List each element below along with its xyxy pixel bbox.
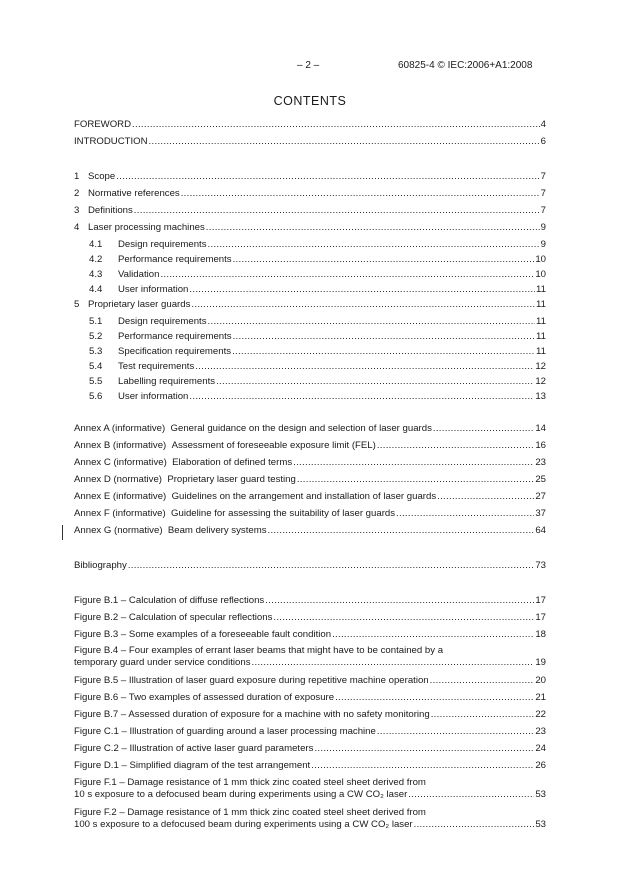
toc-entry-page: 18 (535, 629, 546, 640)
toc-entry-figure[interactable] (74, 777, 546, 801)
toc-entry-figure[interactable] (74, 743, 546, 755)
figure-caption: Figure B.6 – Two examples of assessed duration of exposure (74, 692, 335, 703)
toc-entry-page: 37 (535, 508, 546, 519)
toc-entry-annex[interactable] (74, 508, 546, 520)
clause-title: Laser processing machines (88, 222, 205, 233)
toc-entry-page: 14 (535, 423, 546, 434)
annex-label: Annex D (normative) (74, 474, 162, 485)
clause-title: User information (118, 391, 189, 402)
figure-caption-line1: Figure F.2 – Damage resistance of 1 mm thick zinc coated steel sheet derived from (74, 807, 426, 818)
toc-entry-page: 9 (540, 222, 546, 233)
toc-entry-subclause[interactable] (74, 254, 546, 266)
toc-entry-page: 11 (536, 316, 546, 327)
toc-entry-annex[interactable] (74, 491, 546, 503)
clause-number: 5.4 (89, 361, 103, 372)
figure-caption: Figure D.1 – Simplified diagram of the test arrangement (74, 760, 311, 771)
annex-title: Elaboration of defined terms (172, 457, 293, 468)
toc-entry-figure[interactable] (74, 595, 546, 607)
clause-number: 5.6 (89, 391, 103, 402)
figure-caption: 100 s exposure to a defocused beam during experiments using a CW CO₂ laser (74, 819, 413, 830)
figure-caption: Figure B.1 – Calculation of diffuse reflections (74, 595, 265, 606)
clause-title: Normative references (88, 188, 180, 199)
clause-number: 4.3 (89, 269, 103, 280)
clause-number: 1 (74, 171, 80, 182)
clause-title: Performance requirements (118, 254, 232, 265)
toc-entry-page: 12 (535, 361, 546, 372)
toc-entry-figure[interactable] (74, 675, 546, 687)
toc-entry-subclause[interactable] (74, 239, 546, 251)
toc-entry-page: 12 (535, 376, 546, 387)
toc-entry-page: 26 (535, 760, 546, 771)
toc-entry-page: 13 (535, 391, 546, 402)
toc-entry-annex[interactable] (74, 457, 546, 469)
toc-entry-subclause[interactable] (74, 376, 546, 388)
figure-caption: Figure B.2 – Calculation of specular reflections (74, 612, 273, 623)
figure-caption: Figure C.2 – Illustration of active laser guard parameters (74, 743, 314, 754)
clause-title: Test requirements (118, 361, 195, 372)
clause-number: 4.4 (89, 284, 103, 295)
toc-entry-page: 23 (535, 457, 546, 468)
toc-entry-page: 17 (535, 595, 546, 606)
toc-entry-page: 20 (535, 675, 546, 686)
toc-entry-page: 73 (535, 560, 546, 571)
annex-label: Annex A (informative) (74, 423, 166, 434)
toc-entry-page: 64 (535, 525, 546, 536)
figure-caption-line1: Figure F.1 – Damage resistance of 1 mm thick zinc coated steel sheet derived from (74, 777, 426, 788)
figure-caption: Figure B.5 – Illustration of laser guard exposure during repetitive machine operation (74, 675, 429, 686)
annex-title: Proprietary laser guard testing (167, 474, 296, 485)
toc-entry-page: 10 (535, 254, 546, 265)
toc-entry-text: FOREWORD (74, 119, 132, 130)
toc-entry-page: 19 (535, 657, 546, 668)
clause-number: 4.1 (89, 239, 103, 250)
toc-entry-page: 17 (535, 612, 546, 623)
toc-entry-clause[interactable] (74, 171, 546, 183)
toc-entry-figure[interactable] (74, 629, 546, 641)
clause-number: 5.3 (89, 346, 103, 357)
clause-title: Specification requirements (118, 346, 232, 357)
annex-label: Annex E (informative) (74, 491, 167, 502)
header-standard-reference: 60825-4 © IEC:2006+A1:2008 (398, 60, 533, 71)
toc-entry-page: 21 (535, 692, 546, 703)
toc-entry-page: 11 (536, 331, 546, 342)
clause-title: Definitions (88, 205, 133, 216)
clause-number: 2 (74, 188, 80, 199)
toc-entry-subclause[interactable] (74, 331, 546, 343)
toc-entry-annex[interactable] (74, 423, 546, 435)
toc-entry-annex[interactable] (74, 440, 546, 452)
header-page-number: – 2 – (297, 60, 320, 71)
toc-entry-page: 25 (535, 474, 546, 485)
clause-number: 5 (74, 299, 80, 310)
toc-entry-subclause[interactable] (74, 346, 546, 358)
clause-title: Scope (88, 171, 116, 182)
toc-entry-page: 11 (536, 299, 546, 310)
clause-number: 5.1 (89, 316, 103, 327)
annex-title: Guideline for assessing the suitability of laser guards (171, 508, 396, 519)
toc-entry-page: 11 (536, 284, 546, 295)
clause-number: 4 (74, 222, 80, 233)
toc-entry-subclause[interactable] (74, 391, 546, 403)
clause-number: 3 (74, 205, 80, 216)
figure-caption: temporary guard under service conditions (74, 657, 251, 668)
toc-entry-clause[interactable] (74, 205, 546, 217)
toc-entry-page: 16 (535, 440, 546, 451)
annex-label: Annex B (informative) (74, 440, 167, 451)
toc-entry-page: 10 (535, 269, 546, 280)
toc-entry-clause[interactable] (74, 188, 546, 200)
toc-entry-annex[interactable] (74, 525, 546, 537)
toc-entry-page: 7 (540, 188, 546, 199)
revision-change-bar (62, 525, 63, 540)
toc-entry-page: 4 (540, 119, 546, 130)
toc-entry-page: 24 (535, 743, 546, 754)
toc-entry-page: 53 (535, 789, 546, 800)
toc-entry-page: 7 (540, 171, 546, 182)
clause-title: User information (118, 284, 189, 295)
figure-caption-line1: Figure B.4 – Four examples of errant laser beams that might have to be contained by a (74, 645, 444, 656)
toc-entry-page: 11 (536, 346, 546, 357)
toc-entry-text: Bibliography (74, 560, 127, 571)
toc-entry-figure[interactable] (74, 807, 546, 831)
toc-entry-foreword[interactable] (74, 119, 546, 131)
figure-caption: Figure B.3 – Some examples of a foreseeable fault condition (74, 629, 332, 640)
toc-entry-figure[interactable] (74, 692, 546, 704)
toc-entry-clause[interactable] (74, 222, 546, 234)
annex-label: Annex F (informative) (74, 508, 166, 519)
toc-entry-figure[interactable] (74, 760, 546, 772)
clause-number: 4.2 (89, 254, 103, 265)
toc-entry-page: 6 (540, 136, 546, 147)
clause-title: Performance requirements (118, 331, 232, 342)
figure-caption: Figure B.7 – Assessed duration of exposure for a machine with no safety monitoring (74, 709, 430, 720)
toc-entry-figure[interactable] (74, 726, 546, 738)
toc-entry-subclause[interactable] (74, 316, 546, 328)
toc-entry-introduction[interactable] (74, 136, 546, 148)
toc-entry-page: 9 (540, 239, 546, 250)
clause-title: Validation (118, 269, 160, 280)
figure-caption: Figure C.1 – Illustration of guarding around a laser processing machine (74, 726, 376, 737)
toc-entry-subclause[interactable] (74, 269, 546, 281)
clause-number: 5.5 (89, 376, 103, 387)
annex-title: General guidance on the design and selection of laser guards (170, 423, 432, 434)
clause-number: 5.2 (89, 331, 103, 342)
toc-entry-page: 53 (535, 819, 546, 830)
page-title: CONTENTS (273, 94, 347, 108)
clause-title: Labelling requirements (118, 376, 216, 387)
toc-entry-annex[interactable] (74, 474, 546, 486)
toc-entry-page: 23 (535, 726, 546, 737)
toc-entry-figure[interactable] (74, 709, 546, 721)
clause-title: Design requirements (118, 239, 207, 250)
clause-title: Design requirements (118, 316, 207, 327)
toc-entry-clause[interactable] (74, 299, 546, 311)
toc-entry-text: INTRODUCTION (74, 136, 148, 147)
toc-entry-page: 7 (540, 205, 546, 216)
toc-entry-figure[interactable] (74, 612, 546, 624)
annex-label: Annex C (informative) (74, 457, 167, 468)
toc-entry-subclause[interactable] (74, 361, 546, 373)
clause-title: Proprietary laser guards (88, 299, 191, 310)
annex-title: Guidelines on the arrangement and installation of laser guards (171, 491, 437, 502)
toc-entry-page: 27 (535, 491, 546, 502)
toc-entry-page: 22 (535, 709, 546, 720)
annex-title: Beam delivery systems (167, 525, 267, 536)
toc-entry-figure[interactable] (74, 645, 546, 669)
figure-caption: 10 s exposure to a defocused beam during experiments using a CW CO₂ laser (74, 789, 408, 800)
toc-entry-subclause[interactable] (74, 284, 546, 296)
annex-title: Assessment of foreseeable exposure limit (FEL) (171, 440, 376, 451)
toc-entry-bibliography[interactable] (74, 560, 546, 572)
annex-label: Annex G (normative) (74, 525, 163, 536)
